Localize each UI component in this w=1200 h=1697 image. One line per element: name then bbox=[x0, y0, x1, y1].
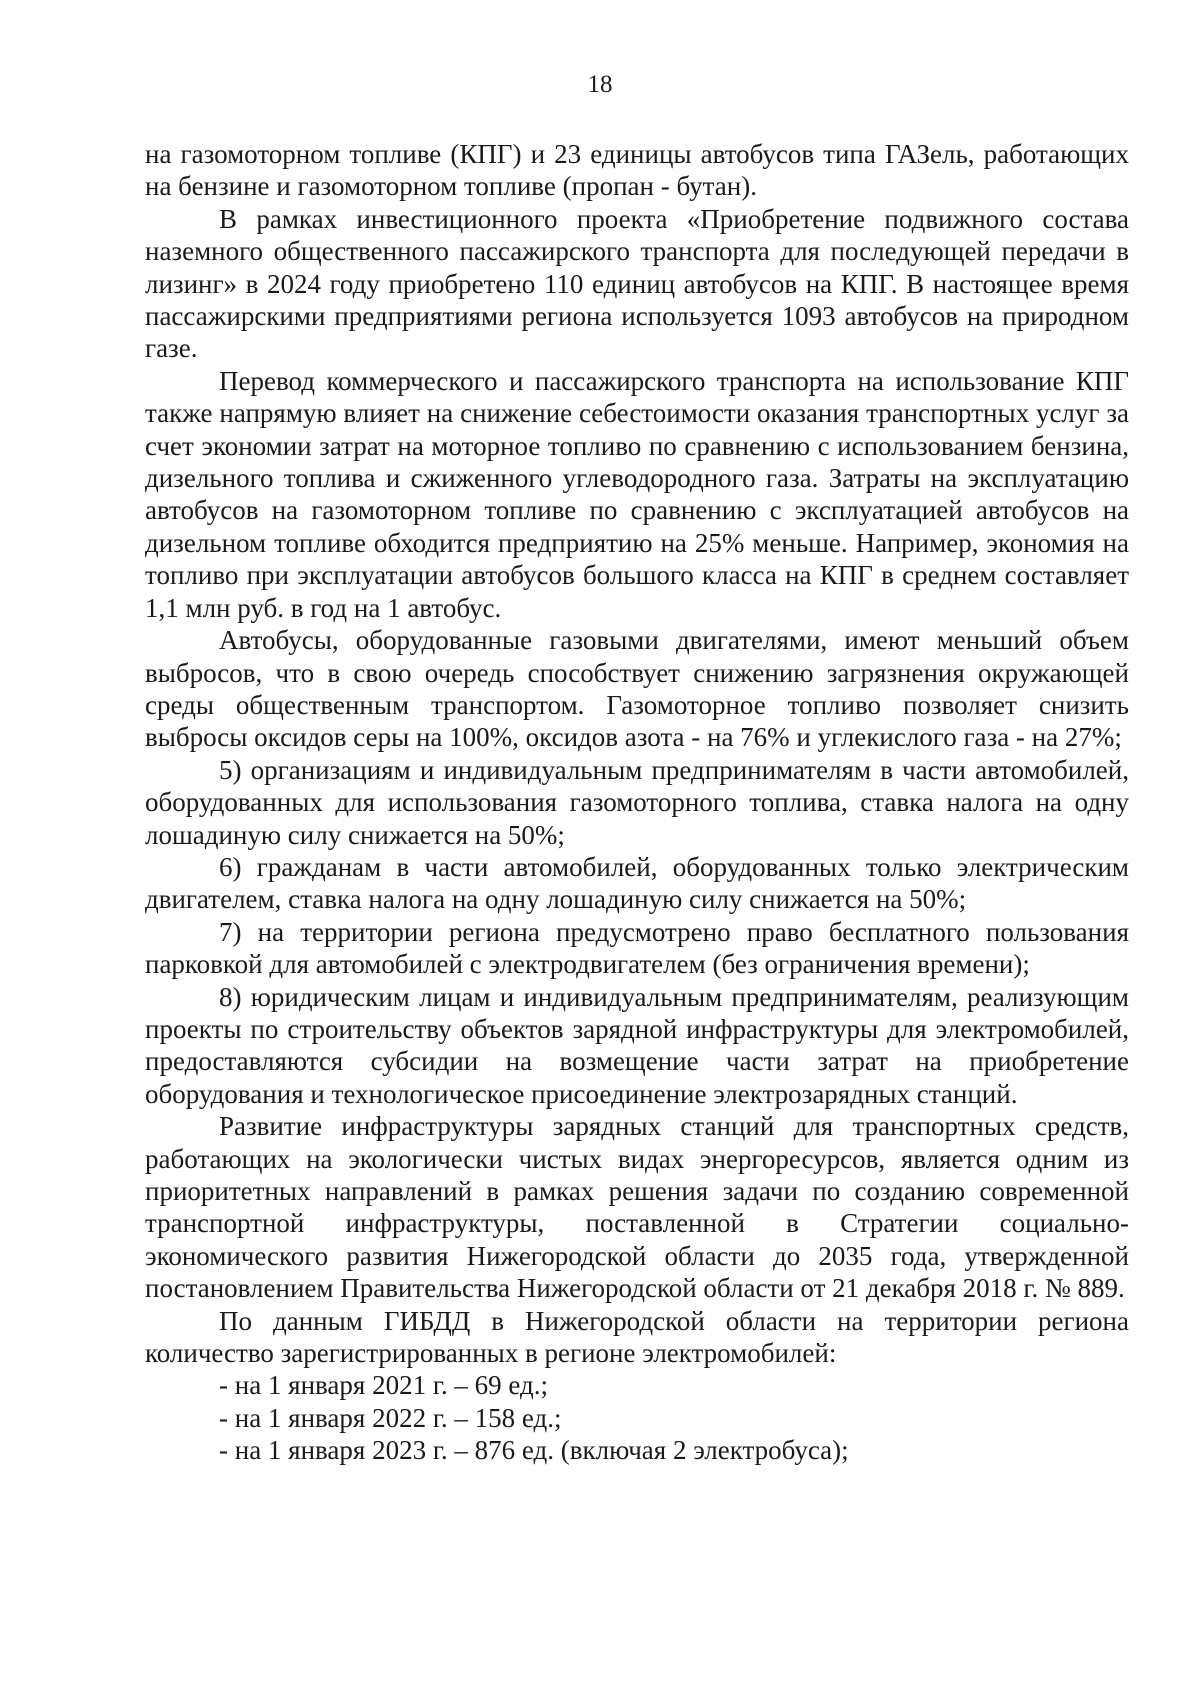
paragraph-cost-reduction: Перевод коммерческого и пассажирского транспорта на использование КПГ также напрямую влияет на снижение себестоимости оказания транспортных услуг за счет экономии затрат на моторное топливо по сравнению с использованием бензина, дизельного топлива и сжиженного углеводородного газа. Затраты на эксплуатацию автобусов на газомоторном топливе по сравнению с эксплуатацией автобусов на дизельном топливе обходится предприятию на 25% меньше. Например, экономия на топливо при эксплуатации автобусов большого класса на КПГ в среднем составляет 1,1 млн руб. в год на 1 автобус. bbox=[145, 365, 1129, 623]
paragraph-emissions: Автобусы, оборудованные газовыми двигателями, имеют меньший объем выбросов, что в свою очередь способствует снижению загрязнения окружающей среды общественным транспортом. Газомоторное топливо позволяет снизить выбросы оксидов серы на 100%, оксидов азота - на 76% и углекислого газа - на 27%; bbox=[145, 625, 1129, 753]
list-item-2023: - на 1 января 2023 г. – 876 ед. (включая 2 электробуса); bbox=[219, 1435, 849, 1466]
paragraph-item-5: 5) организациям и индивидуальным предпринимателям в части автомобилей, оборудованных для использования газомоторного топлива, ставка налога на одну лошадиную силу снижается на 50%; bbox=[145, 754, 1129, 850]
page-number: 18 bbox=[587, 71, 613, 98]
paragraph-item-8: 8) юридическим лицам и индивидуальным предпринимателям, реализующим проекты по строительству объектов зарядной инфраструктуры для электромобилей, предоставляются субсидии на возмещение части затрат на приобретение оборудования и технологическое присоединение электрозарядных станций. bbox=[145, 981, 1129, 1109]
paragraph-gibdd-data: По данным ГИБДД в Нижегородской области на территории региона количество зарегистрированных в регионе электромобилей: bbox=[145, 1305, 1129, 1369]
paragraph-charging-infrastructure: Развитие инфраструктуры зарядных станций для транспортных средств, работающих на экологически чистых видах энергоресурсов, является одним из приоритетных направлений в рамках решения задачи по созданию современной транспортной инфраструктуры, поставленной в Стратегии социально-экономического развития Нижегородской области до 2035 года, утвержденной постановлением Правительства Нижегородской области от 21 декабря 2018 г. № 889. bbox=[145, 1111, 1129, 1304]
list-item-2021: - на 1 января 2021 г. – 69 ед.; bbox=[219, 1370, 548, 1401]
paragraph-item-7: 7) на территории региона предусмотрено право бесплатного пользования парковкой для автомобилей с электродвигателем (без ограничения времени); bbox=[145, 916, 1129, 980]
list-item-2022: - на 1 января 2022 г. – 158 ед.; bbox=[219, 1402, 562, 1433]
paragraph-cng-buses-continued: на газомоторном топливе (КПГ) и 23 единицы автобусов типа ГАЗель, работающих на бензине и газомоторном топливе (пропан - бутан). bbox=[145, 139, 1129, 202]
paragraph-item-6: 6) гражданам в части автомобилей, оборудованных только электрическим двигателем, ставка налога на одну лошадиную силу снижается на 50%; bbox=[145, 851, 1129, 915]
document-body bbox=[145, 138, 1129, 1467]
paragraph-investment-project: В рамках инвестиционного проекта «Приобретение подвижного состава наземного общественного пассажирского транспорта для последующей передачи в лизинг» в 2024 году приобретено 110 единиц автобусов на КПГ. В настоящее время пассажирскими предприятиями региона используется 1093 автобусов на природном газе. bbox=[145, 203, 1129, 364]
